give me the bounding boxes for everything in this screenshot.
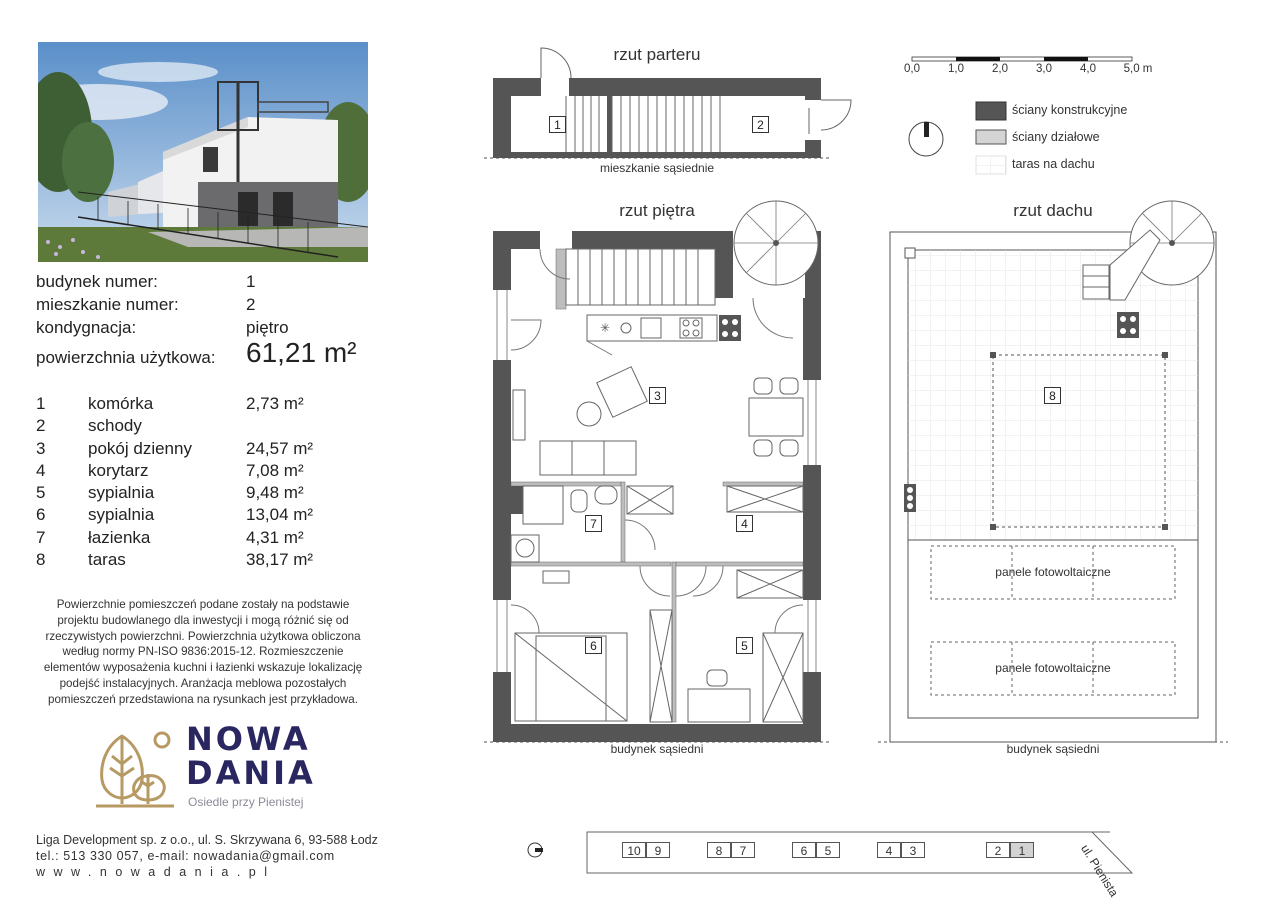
room-tag: 4 bbox=[736, 515, 753, 532]
building-number-value: 1 bbox=[246, 272, 256, 291]
legend-swatches bbox=[976, 102, 1006, 174]
site-unit-3: 3 bbox=[901, 842, 925, 858]
room-tag: 7 bbox=[585, 515, 602, 532]
brand-subtitle: Osiedle przy Pienistej bbox=[188, 795, 304, 809]
room-row: 2 schody bbox=[36, 416, 142, 436]
legend-structural-walls: ściany konstrukcyjne bbox=[1012, 103, 1128, 117]
scale-label: 2,0 bbox=[992, 63, 1008, 75]
company-website: www.nowadania.pl bbox=[36, 865, 276, 879]
first-floor-plan bbox=[484, 201, 830, 742]
floor-plan-neighbor-label: budynek sąsiedni bbox=[610, 742, 704, 756]
room-row: 6 sypialnia 13,04 m² bbox=[36, 505, 314, 525]
brand-line-2: DANIA bbox=[186, 754, 316, 792]
site-unit-2: 2 bbox=[986, 842, 1010, 858]
usable-area-label: powierzchnia użytkowa: bbox=[36, 348, 216, 367]
room-row: 1 komórka 2,73 m² bbox=[36, 394, 304, 413]
ground-plan-title: rzut parteru bbox=[613, 45, 701, 64]
roof-plan-title: rzut dachu bbox=[1013, 201, 1093, 220]
building-number-label: budynek numer: bbox=[36, 272, 158, 291]
room-tag: 2 bbox=[752, 116, 769, 133]
site-unit-4: 4 bbox=[877, 842, 901, 858]
site-unit-6: 6 bbox=[792, 842, 816, 858]
apartment-number-value: 2 bbox=[246, 295, 256, 314]
room-row: 3 pokój dzienny 24,57 m² bbox=[36, 438, 314, 458]
room-tag: 6 bbox=[585, 637, 602, 654]
scale-label: 4,0 bbox=[1080, 63, 1096, 75]
scale-label: 1,0 bbox=[948, 63, 964, 75]
ground-plan-neighbor-label: mieszkanie sąsiednie bbox=[599, 161, 715, 175]
company-contact: tel.: 513 330 057, e-mail: nowadania@gmail.com bbox=[36, 849, 335, 863]
site-unit-5: 5 bbox=[816, 842, 840, 858]
room-row: 4 korytarz 7,08 m² bbox=[36, 460, 304, 480]
room-row: 7 łazienka 4,31 m² bbox=[36, 527, 304, 547]
room-tag: 8 bbox=[1044, 387, 1061, 404]
site-unit-8: 8 bbox=[707, 842, 731, 858]
room-row: 5 sypialnia 9,48 m² bbox=[36, 483, 304, 503]
room-tag: 3 bbox=[649, 387, 666, 404]
scale-label: 5,0 m bbox=[1123, 63, 1153, 75]
apartment-number-label: mieszkanie numer: bbox=[36, 295, 179, 314]
floor-value: piętro bbox=[246, 318, 289, 337]
site-unit-9: 9 bbox=[646, 842, 670, 858]
street-label: ul. Pienista bbox=[1078, 842, 1122, 900]
room-row: 8 taras 38,17 m² bbox=[36, 550, 314, 570]
pv-panels-label: panele fotowoltaiczne bbox=[995, 661, 1111, 675]
scale-label: 3,0 bbox=[1036, 63, 1052, 75]
company-address: Liga Development sp. z o.o., ul. S. Skrzywana 6, 93-588 Łodz bbox=[36, 833, 378, 847]
ground-floor-plan bbox=[484, 48, 851, 158]
floor-label: kondygnacja: bbox=[36, 318, 137, 337]
roof-plan-neighbor-label: budynek sąsiedni bbox=[1006, 742, 1100, 756]
pv-panels-label: panele fotowoltaiczne bbox=[995, 565, 1111, 579]
room-tag: 1 bbox=[549, 116, 566, 133]
brand-line-1: NOWA bbox=[186, 720, 311, 758]
site-unit-1-selected: 1 bbox=[1010, 842, 1034, 858]
legend-partition-walls: ściany działowe bbox=[1012, 130, 1100, 144]
north-arrow-icon bbox=[909, 122, 943, 156]
area-disclaimer-note: Powierzchnie pomieszczeń podane zostały na podstawie projektu budowlanego dla inwestycji i mogą różnić się od rzeczywistych powierzchni. Powierzchnia użytkowa obliczona według normy PN-ISO 9836:2015-12. Rozmieszczenie elementów wyposażenia kuchni i łazienki wskazuje lokalizację podejść instalacyjnych. Aranżacja meblowa pozostałych pomieszczeń przedstawiona na rysunkach jest przykładowa. bbox=[43, 598, 363, 706]
site-unit-10: 10 bbox=[622, 842, 646, 858]
scale-label: 0,0 bbox=[904, 63, 920, 75]
site-unit-7: 7 bbox=[731, 842, 755, 858]
scale-bar bbox=[912, 57, 1132, 61]
svg-text:✳: ✳ bbox=[600, 321, 611, 335]
legend-roof-terrace: taras na dachu bbox=[1012, 157, 1095, 171]
usable-area-value: 61,21 m² bbox=[246, 337, 357, 368]
floor-plan-title: rzut piętra bbox=[619, 201, 695, 220]
room-tag: 5 bbox=[736, 637, 753, 654]
